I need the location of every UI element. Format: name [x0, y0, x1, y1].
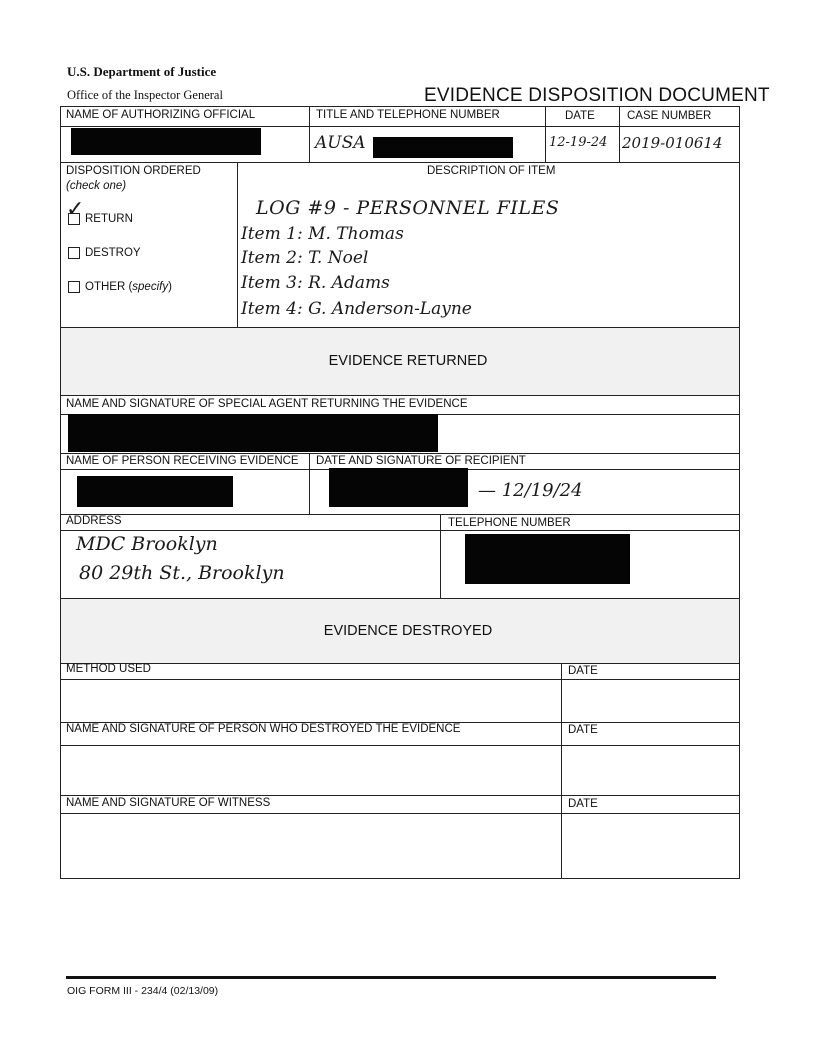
date-value: 12-19-24: [549, 135, 608, 150]
other-checkbox[interactable]: [68, 281, 80, 293]
date-label: DATE: [565, 110, 595, 122]
form-title: EVIDENCE DISPOSITION DOCUMENT: [424, 85, 770, 106]
checkmark-icon: ✓: [66, 197, 85, 222]
destroy-checkbox[interactable]: [68, 247, 80, 259]
address-line-1: MDC Brooklyn: [76, 533, 218, 555]
method-used-label: METHOD USED: [66, 663, 151, 675]
disposition-label: DISPOSITION ORDERED: [66, 165, 201, 177]
method-date-label: DATE: [568, 665, 598, 677]
title-value: AUSA: [315, 133, 366, 153]
disposition-sublabel: (check one): [66, 180, 127, 192]
redaction-receiver-name: [77, 476, 233, 507]
authorizing-official-label: NAME OF AUTHORIZING OFFICIAL: [66, 109, 256, 121]
receiver-name-label: NAME OF PERSON RECEIVING EVIDENCE: [66, 455, 299, 467]
telephone-label: TELEPHONE NUMBER: [448, 517, 571, 529]
witness-date-label: DATE: [568, 798, 598, 810]
witness-label: NAME AND SIGNATURE OF WITNESS: [66, 797, 271, 809]
destroyer-label: NAME AND SIGNATURE OF PERSON WHO DESTROYED THE EVIDENCE: [66, 723, 461, 735]
option-other-label: OTHER (specify): [85, 281, 172, 293]
destroyer-date-label: DATE: [568, 724, 598, 736]
option-destroy-label: DESTROY: [85, 247, 141, 259]
recipient-date: — 12/19/24: [478, 480, 583, 501]
address-label: ADDRESS: [66, 515, 122, 527]
description-line-3: Item 2: T. Noel: [241, 248, 369, 268]
evidence-destroyed-title: EVIDENCE DESTROYED: [323, 623, 493, 639]
title-phone-label: TITLE AND TELEPHONE NUMBER: [316, 109, 500, 121]
redaction-phone-number: [373, 137, 513, 158]
description-line-5: Item 4: G. Anderson-Layne: [241, 299, 472, 319]
address-line-2: 80 29th St., Brooklyn: [79, 562, 285, 584]
evidence-returned-title: EVIDENCE RETURNED: [328, 353, 488, 369]
form-number: OIG FORM III - 234/4 (02/13/09): [67, 985, 219, 997]
description-line-4: Item 3: R. Adams: [241, 273, 390, 293]
redaction-recipient-signature: [329, 468, 468, 507]
recipient-signature-label: DATE AND SIGNATURE OF RECIPIENT: [316, 455, 526, 467]
redaction-telephone: [465, 534, 630, 584]
case-number-value: 2019-010614: [622, 134, 723, 152]
agency-name: U.S. Department of Justice: [67, 64, 217, 79]
office-name: Office of the Inspector General: [67, 88, 223, 102]
description-label: DESCRIPTION OF ITEM: [427, 165, 556, 177]
option-return-label: RETURN: [85, 213, 133, 225]
case-number-label: CASE NUMBER: [627, 110, 712, 122]
description-line-2: Item 1: M. Thomas: [241, 224, 404, 244]
returning-agent-label: NAME AND SIGNATURE OF SPECIAL AGENT RETURNING THE EVIDENCE: [66, 398, 468, 410]
description-line-1: LOG #9 - PERSONNEL FILES: [256, 197, 560, 219]
footer-rule: [66, 976, 716, 979]
redaction-official-name: [71, 128, 261, 155]
redaction-agent-name: [68, 414, 438, 452]
